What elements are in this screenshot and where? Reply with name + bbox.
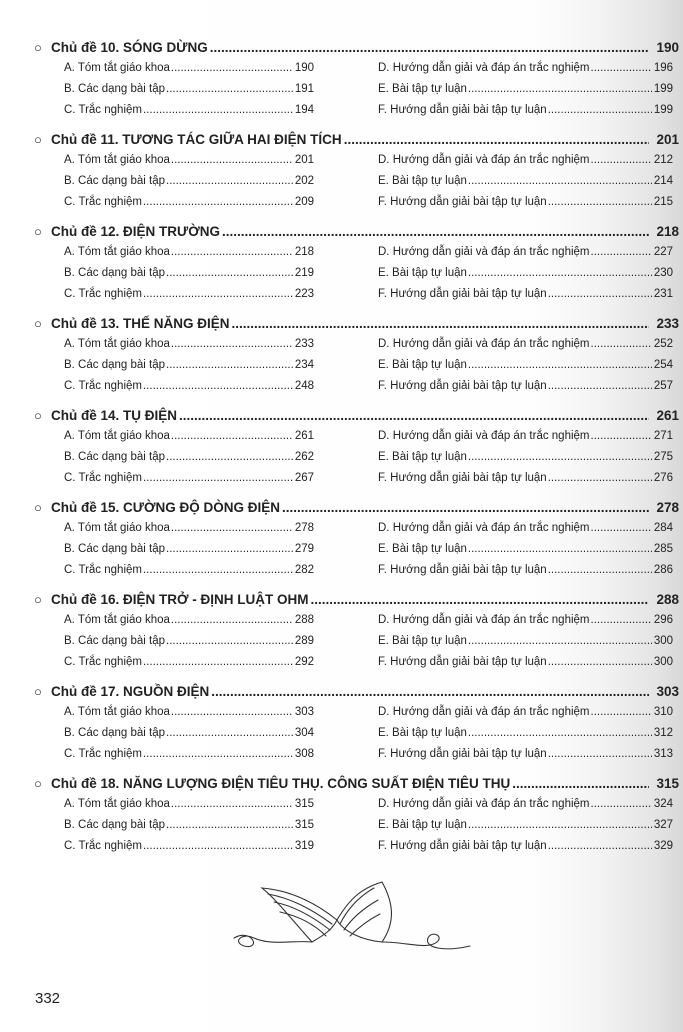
circle-bullet-icon: ○: [34, 132, 42, 147]
entry-label: E. Bài tập tự luận: [378, 175, 467, 187]
entry-page: 303: [294, 706, 314, 718]
toc-entry[interactable]: [378, 564, 673, 585]
dot-leader: [468, 359, 652, 371]
dot-leader: [143, 104, 293, 116]
chapter: [34, 224, 679, 309]
entry-page: 190: [294, 62, 314, 74]
chapter-page: 303: [656, 684, 679, 699]
dot-leader: [166, 727, 293, 739]
entry-page: 209: [294, 196, 314, 208]
chapter-page: 261: [656, 408, 679, 423]
entry-label: A. Tóm tắt giáo khoa: [64, 430, 170, 442]
entry-label: A. Tóm tắt giáo khoa: [64, 614, 170, 626]
entry-page: 292: [294, 656, 314, 668]
toc-entry[interactable]: [378, 196, 673, 217]
chapter-title: Chủ đề 16. ĐIỆN TRỞ - ĐỊNH LUẬT OHM: [51, 592, 309, 607]
entry-page: 199: [653, 104, 673, 116]
chapter: [34, 776, 679, 861]
toc-entry[interactable]: [378, 430, 673, 451]
toc-entry[interactable]: [378, 451, 673, 472]
entry-label: F. Hướng dẫn giải bài tập tự luận: [378, 748, 547, 760]
circle-bullet-icon: ○: [34, 776, 42, 791]
chapter: [34, 316, 679, 401]
entry-page: 276: [653, 472, 673, 484]
entry-page: 313: [653, 748, 673, 760]
dot-leader: [548, 472, 652, 484]
toc-entry[interactable]: [378, 472, 673, 493]
toc-entry[interactable]: [64, 656, 314, 677]
entry-page: 261: [294, 430, 314, 442]
entry-page: 284: [653, 522, 673, 534]
entry-label: C. Trắc nghiệm: [64, 472, 142, 484]
toc-entry[interactable]: [64, 430, 314, 451]
dot-leader: [591, 706, 653, 718]
entry-label: E. Bài tập tự luận: [378, 451, 467, 463]
entry-page: 234: [294, 359, 314, 371]
entry-page: 282: [294, 564, 314, 576]
toc-entry[interactable]: [378, 614, 673, 635]
entry-label: D. Hướng dẫn giải và đáp án trắc nghiệm: [378, 522, 590, 534]
dot-leader: [232, 316, 649, 331]
toc-entry[interactable]: [64, 635, 314, 656]
dot-leader: [143, 380, 293, 392]
entry-page: 254: [653, 359, 673, 371]
section-column-right: [378, 706, 673, 769]
entry-label: D. Hướng dẫn giải và đáp án trắc nghiệm: [378, 614, 590, 626]
dot-leader: [468, 267, 652, 279]
toc-entry[interactable]: [378, 267, 673, 288]
circle-bullet-icon: ○: [34, 684, 42, 699]
entry-page: 278: [294, 522, 314, 534]
dot-leader: [143, 656, 293, 668]
dot-leader: [468, 83, 652, 95]
toc-entry[interactable]: [64, 819, 314, 840]
toc-entry[interactable]: [64, 267, 314, 288]
dot-leader: [171, 62, 293, 74]
entry-page: 248: [294, 380, 314, 392]
entry-page: 257: [653, 380, 673, 392]
toc-entry[interactable]: [64, 472, 314, 493]
entry-page: 285: [653, 543, 673, 555]
dot-leader: [548, 380, 652, 392]
section-column-left: [64, 246, 314, 309]
entry-page: 202: [294, 175, 314, 187]
chapter-page: 233: [656, 316, 679, 331]
entry-label: E. Bài tập tự luận: [378, 635, 467, 647]
chapter-heading[interactable]: [34, 40, 679, 62]
entry-page: 329: [653, 840, 673, 852]
open-book-icon: [232, 880, 472, 960]
dot-leader: [171, 430, 293, 442]
entry-page: 286: [653, 564, 673, 576]
chapter-page: 288: [656, 592, 679, 607]
toc-entry[interactable]: [378, 246, 673, 267]
dot-leader: [591, 430, 653, 442]
entry-label: B. Các dạng bài tập: [64, 819, 166, 831]
entry-label: B. Các dạng bài tập: [64, 635, 166, 647]
dot-leader: [171, 614, 293, 626]
circle-bullet-icon: ○: [34, 500, 42, 515]
circle-bullet-icon: ○: [34, 224, 42, 239]
toc-entry[interactable]: [64, 154, 314, 175]
circle-bullet-icon: ○: [34, 316, 42, 331]
entry-page: 262: [294, 451, 314, 463]
entry-page: 289: [294, 635, 314, 647]
entry-page: 219: [294, 267, 314, 279]
toc-entry[interactable]: [378, 727, 673, 748]
circle-bullet-icon: ○: [34, 40, 42, 55]
chapter: [34, 408, 679, 493]
entry-page: 212: [653, 154, 673, 166]
chapter-page: 201: [656, 132, 679, 147]
entry-page: 296: [653, 614, 673, 626]
dot-leader: [143, 472, 293, 484]
dot-leader: [211, 684, 649, 699]
entry-label: B. Các dạng bài tập: [64, 267, 166, 279]
toc-entry[interactable]: [64, 798, 314, 819]
toc-entry[interactable]: [378, 819, 673, 840]
toc-entry[interactable]: [378, 543, 673, 564]
dot-leader: [166, 543, 293, 555]
entry-label: B. Các dạng bài tập: [64, 543, 166, 555]
toc-entry[interactable]: [378, 175, 673, 196]
chapter-title: Chủ đề 12. ĐIỆN TRƯỜNG: [51, 224, 220, 239]
section-column-left: [64, 706, 314, 769]
section-column-right: [378, 62, 673, 125]
chapter-heading[interactable]: [34, 316, 679, 338]
toc-entry[interactable]: [64, 288, 314, 309]
chapter-heading[interactable]: [34, 592, 679, 614]
dot-leader: [166, 635, 293, 647]
entry-page: 327: [653, 819, 673, 831]
toc-entry[interactable]: [64, 104, 314, 125]
entry-page: 196: [653, 62, 673, 74]
entry-label: A. Tóm tắt giáo khoa: [64, 798, 170, 810]
toc-entry[interactable]: [378, 635, 673, 656]
entry-page: 230: [653, 267, 673, 279]
chapter-heading[interactable]: [34, 684, 679, 706]
dot-leader: [171, 154, 293, 166]
entry-label: D. Hướng dẫn giải và đáp án trắc nghiệm: [378, 154, 590, 166]
entry-label: B. Các dạng bài tập: [64, 83, 166, 95]
dot-leader: [166, 83, 293, 95]
dot-leader: [222, 224, 649, 239]
dot-leader: [166, 267, 293, 279]
entry-label: C. Trắc nghiệm: [64, 380, 142, 392]
dot-leader: [166, 451, 293, 463]
dot-leader: [591, 798, 653, 810]
chapter-heading[interactable]: [34, 224, 679, 246]
entry-label: F. Hướng dẫn giải bài tập tự luận: [378, 472, 547, 484]
table-of-contents: [34, 40, 679, 868]
entry-page: 215: [653, 196, 673, 208]
section-column-right: [378, 798, 673, 861]
chapter-page: 278: [656, 500, 679, 515]
section-column-left: [64, 522, 314, 585]
chapter-title: Chủ đề 17. NGUỒN ĐIỆN: [51, 684, 210, 699]
toc-entry[interactable]: [64, 614, 314, 635]
entry-label: C. Trắc nghiệm: [64, 288, 142, 300]
circle-bullet-icon: ○: [34, 408, 42, 423]
chapter-heading[interactable]: [34, 776, 679, 798]
toc-entry[interactable]: [64, 564, 314, 585]
entry-label: E. Bài tập tự luận: [378, 359, 467, 371]
toc-entry[interactable]: [378, 522, 673, 543]
entry-label: A. Tóm tắt giáo khoa: [64, 522, 170, 534]
section-column-left: [64, 430, 314, 493]
toc-entry[interactable]: [64, 706, 314, 727]
entry-page: 304: [294, 727, 314, 739]
entry-page: 300: [653, 656, 673, 668]
entry-label: E. Bài tập tự luận: [378, 267, 467, 279]
toc-entry[interactable]: [378, 338, 673, 359]
entry-label: F. Hướng dẫn giải bài tập tự luận: [378, 196, 547, 208]
dot-leader: [591, 614, 653, 626]
dot-leader: [311, 592, 649, 607]
toc-entry[interactable]: [64, 380, 314, 401]
entry-label: A. Tóm tắt giáo khoa: [64, 338, 170, 350]
dot-leader: [210, 40, 649, 55]
toc-entry[interactable]: [378, 83, 673, 104]
section-column-right: [378, 154, 673, 217]
toc-entry[interactable]: [378, 62, 673, 83]
dot-leader: [468, 635, 652, 647]
entry-page: 312: [653, 727, 673, 739]
entry-page: 275: [653, 451, 673, 463]
dot-leader: [143, 840, 293, 852]
dot-leader: [468, 175, 652, 187]
dot-leader: [143, 564, 293, 576]
page-number: 332: [35, 990, 61, 1007]
dot-leader: [143, 748, 293, 760]
entry-page: 319: [294, 840, 314, 852]
dot-leader: [344, 132, 649, 147]
dot-leader: [548, 196, 652, 208]
entry-page: 191: [294, 83, 314, 95]
toc-entry[interactable]: [378, 656, 673, 677]
dot-leader: [171, 522, 293, 534]
entry-label: C. Trắc nghiệm: [64, 564, 142, 576]
section-column-right: [378, 246, 673, 309]
entry-page: 199: [653, 83, 673, 95]
section-column-left: [64, 154, 314, 217]
section-column-left: [64, 62, 314, 125]
toc-entry[interactable]: [378, 840, 673, 861]
toc-entry[interactable]: [64, 522, 314, 543]
toc-entry[interactable]: [64, 338, 314, 359]
entry-label: A. Tóm tắt giáo khoa: [64, 706, 170, 718]
chapter-heading[interactable]: [34, 408, 679, 430]
dot-leader: [468, 543, 652, 555]
dot-leader: [548, 656, 652, 668]
entry-page: 279: [294, 543, 314, 555]
section-column-left: [64, 338, 314, 401]
chapter-title: Chủ đề 15. CƯỜNG ĐỘ DÒNG ĐIỆN: [51, 500, 280, 515]
entry-page: 252: [653, 338, 673, 350]
entry-label: F. Hướng dẫn giải bài tập tự luận: [378, 380, 547, 392]
entry-page: 201: [294, 154, 314, 166]
chapter: [34, 500, 679, 585]
entry-label: D. Hướng dẫn giải và đáp án trắc nghiệm: [378, 338, 590, 350]
section-column-left: [64, 798, 314, 861]
section-column-left: [64, 614, 314, 677]
chapter-title: Chủ đề 18. NĂNG LƯỢNG ĐIỆN TIÊU THỤ. CÔNG SUẤT ĐIỆN TIÊU THỤ: [51, 776, 511, 791]
entry-label: B. Các dạng bài tập: [64, 727, 166, 739]
toc-entry[interactable]: [64, 359, 314, 380]
dot-leader: [591, 154, 653, 166]
entry-page: 223: [294, 288, 314, 300]
section-column-right: [378, 430, 673, 493]
entry-label: C. Trắc nghiệm: [64, 748, 142, 760]
entry-label: E. Bài tập tự luận: [378, 727, 467, 739]
dot-leader: [171, 338, 293, 350]
toc-entry[interactable]: [378, 380, 673, 401]
entry-page: 271: [653, 430, 673, 442]
toc-entry[interactable]: [64, 840, 314, 861]
toc-entry[interactable]: [64, 543, 314, 564]
entry-label: F. Hướng dẫn giải bài tập tự luận: [378, 288, 547, 300]
chapter-title: Chủ đề 13. THẾ NĂNG ĐIỆN: [51, 316, 230, 331]
dot-leader: [591, 522, 653, 534]
entry-page: 227: [653, 246, 673, 258]
chapter-heading[interactable]: [34, 132, 679, 154]
entry-page: 315: [294, 819, 314, 831]
entry-label: A. Tóm tắt giáo khoa: [64, 154, 170, 166]
toc-entry[interactable]: [64, 62, 314, 83]
chapter: [34, 684, 679, 769]
entry-page: 194: [294, 104, 314, 116]
entry-label: A. Tóm tắt giáo khoa: [64, 62, 170, 74]
entry-label: D. Hướng dẫn giải và đáp án trắc nghiệm: [378, 246, 590, 258]
chapter: [34, 592, 679, 677]
entry-label: D. Hướng dẫn giải và đáp án trắc nghiệm: [378, 798, 590, 810]
entry-label: B. Các dạng bài tập: [64, 451, 166, 463]
entry-page: 233: [294, 338, 314, 350]
dot-leader: [548, 288, 652, 300]
chapter-title: Chủ đề 10. SÓNG DỪNG: [51, 40, 208, 55]
entry-label: C. Trắc nghiệm: [64, 840, 142, 852]
toc-entry[interactable]: [378, 748, 673, 769]
chapter-page: 315: [656, 776, 679, 791]
entry-label: E. Bài tập tự luận: [378, 819, 467, 831]
entry-label: E. Bài tập tự luận: [378, 543, 467, 555]
entry-label: F. Hướng dẫn giải bài tập tự luận: [378, 656, 547, 668]
toc-entry[interactable]: [378, 798, 673, 819]
entry-page: 218: [294, 246, 314, 258]
entry-label: B. Các dạng bài tập: [64, 359, 166, 371]
entry-page: 324: [653, 798, 673, 810]
chapter-heading[interactable]: [34, 500, 679, 522]
toc-entry[interactable]: [64, 451, 314, 472]
dot-leader: [171, 246, 293, 258]
entry-label: A. Tóm tắt giáo khoa: [64, 246, 170, 258]
chapter-page: 190: [656, 40, 679, 55]
dot-leader: [591, 62, 653, 74]
chapter-title: Chủ đề 14. TỤ ĐIỆN: [51, 408, 178, 423]
chapter-title: Chủ đề 11. TƯƠNG TÁC GIỮA HAI ĐIỆN TÍCH: [51, 132, 342, 147]
entry-label: F. Hướng dẫn giải bài tập tự luận: [378, 564, 547, 576]
dot-leader: [548, 840, 652, 852]
entry-page: 300: [653, 635, 673, 647]
entry-label: D. Hướng dẫn giải và đáp án trắc nghiệm: [378, 62, 590, 74]
entry-label: B. Các dạng bài tập: [64, 175, 166, 187]
dot-leader: [171, 798, 293, 810]
entry-label: C. Trắc nghiệm: [64, 656, 142, 668]
entry-label: F. Hướng dẫn giải bài tập tự luận: [378, 840, 547, 852]
toc-entry[interactable]: [64, 83, 314, 104]
section-column-right: [378, 338, 673, 401]
dot-leader: [282, 500, 649, 515]
dot-leader: [143, 196, 293, 208]
toc-entry[interactable]: [64, 175, 314, 196]
dot-leader: [512, 776, 649, 791]
entry-label: D. Hướng dẫn giải và đáp án trắc nghiệm: [378, 706, 590, 718]
dot-leader: [548, 564, 652, 576]
toc-entry[interactable]: [378, 288, 673, 309]
entry-page: 310: [653, 706, 673, 718]
section-column-right: [378, 614, 673, 677]
toc-entry[interactable]: [64, 727, 314, 748]
entry-page: 267: [294, 472, 314, 484]
chapter: [34, 132, 679, 217]
section-column-right: [378, 522, 673, 585]
dot-leader: [468, 451, 652, 463]
toc-entry[interactable]: [378, 154, 673, 175]
dot-leader: [179, 408, 649, 423]
dot-leader: [591, 246, 653, 258]
toc-entry[interactable]: [64, 246, 314, 267]
dot-leader: [591, 338, 653, 350]
entry-page: 315: [294, 798, 314, 810]
dot-leader: [143, 288, 293, 300]
dot-leader: [171, 706, 293, 718]
entry-page: 214: [653, 175, 673, 187]
toc-entry[interactable]: [378, 706, 673, 727]
toc-entry[interactable]: [64, 196, 314, 217]
chapter: [34, 40, 679, 125]
dot-leader: [166, 819, 293, 831]
entry-page: 231: [653, 288, 673, 300]
entry-label: F. Hướng dẫn giải bài tập tự luận: [378, 104, 547, 116]
toc-entry[interactable]: [378, 104, 673, 125]
dot-leader: [468, 727, 652, 739]
dot-leader: [548, 104, 652, 116]
dot-leader: [166, 175, 293, 187]
entry-page: 308: [294, 748, 314, 760]
toc-entry[interactable]: [64, 748, 314, 769]
entry-label: C. Trắc nghiệm: [64, 104, 142, 116]
circle-bullet-icon: ○: [34, 592, 42, 607]
dot-leader: [166, 359, 293, 371]
dot-leader: [548, 748, 652, 760]
entry-page: 288: [294, 614, 314, 626]
dot-leader: [468, 819, 652, 831]
chapter-page: 218: [656, 224, 679, 239]
entry-label: E. Bài tập tự luận: [378, 83, 467, 95]
toc-entry[interactable]: [378, 359, 673, 380]
entry-label: C. Trắc nghiệm: [64, 196, 142, 208]
entry-label: D. Hướng dẫn giải và đáp án trắc nghiệm: [378, 430, 590, 442]
